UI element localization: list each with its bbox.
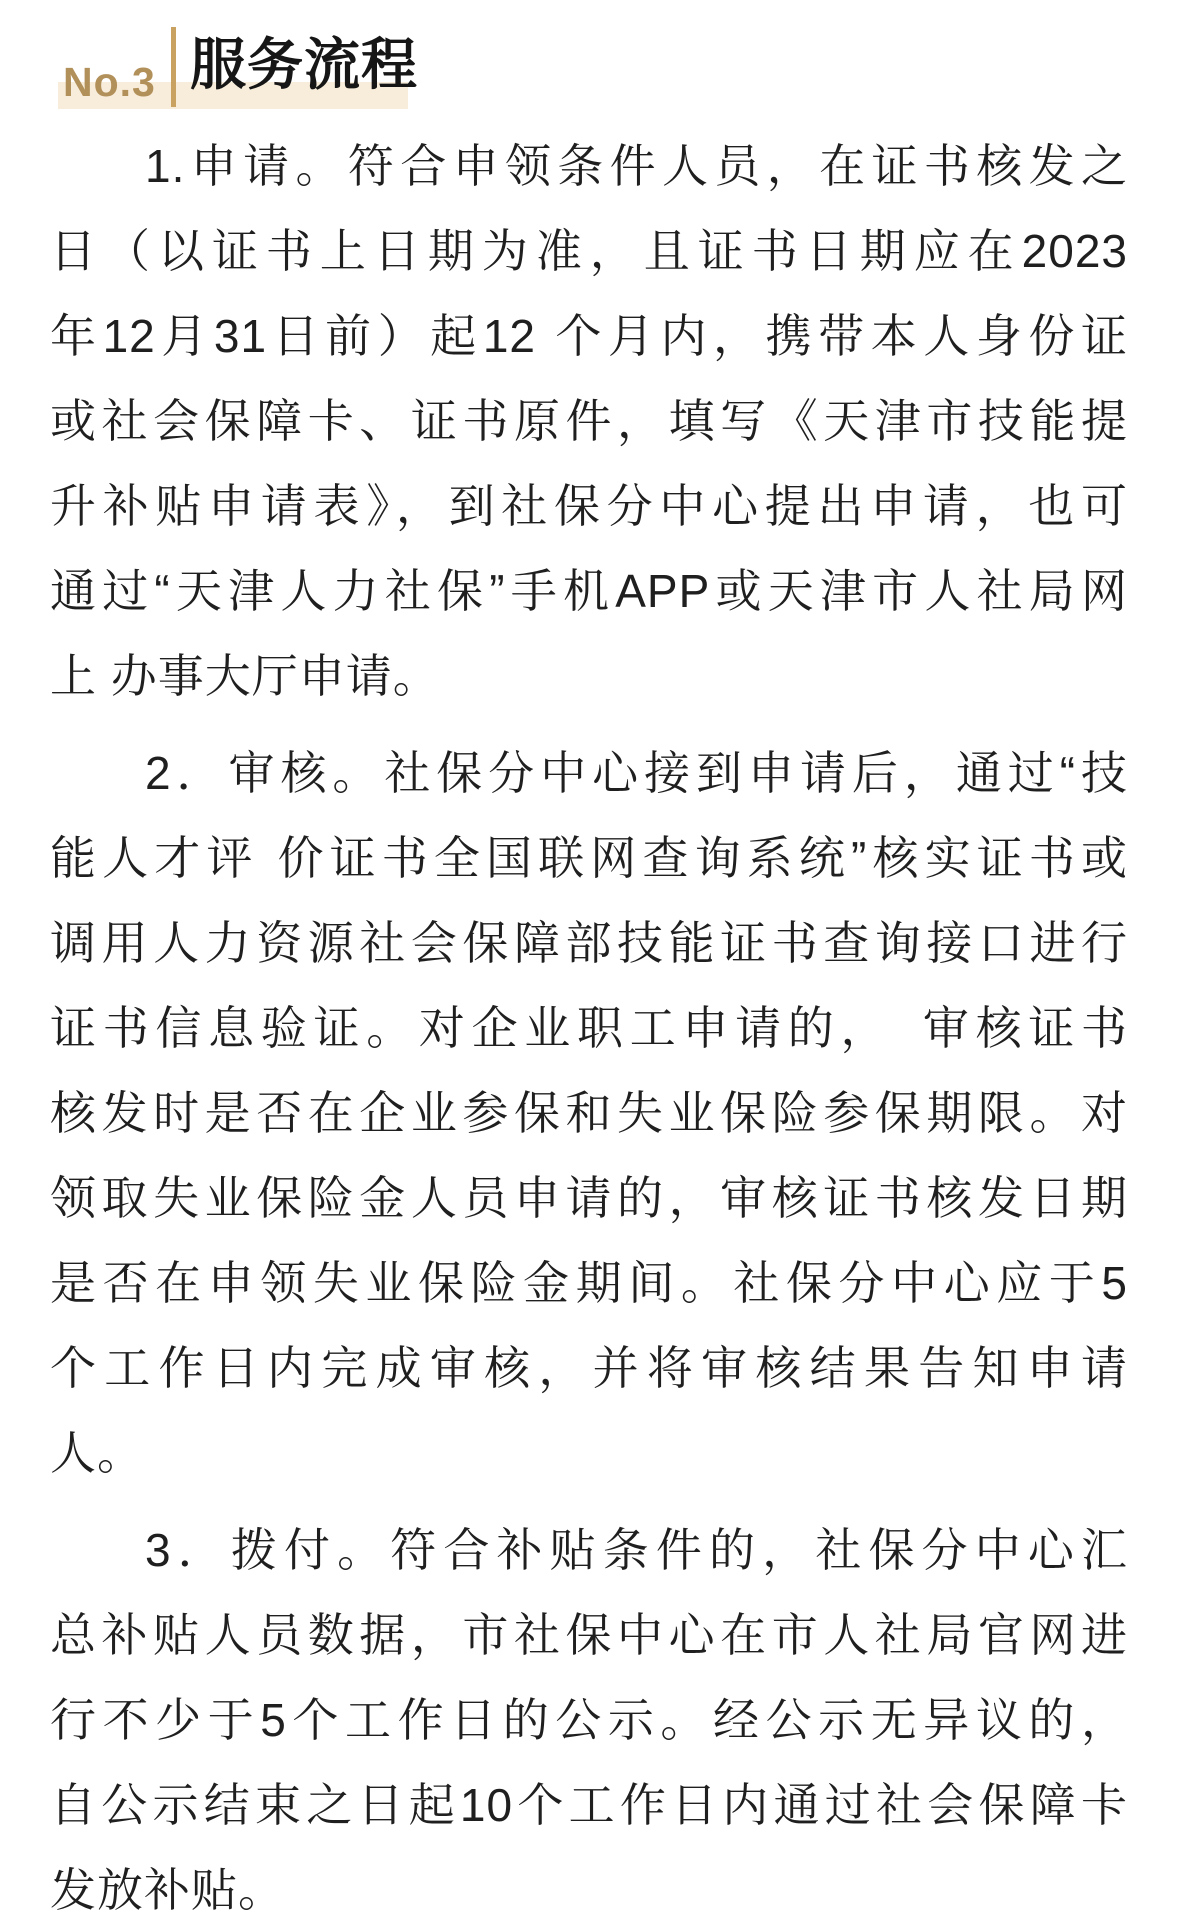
text-line: 发放补贴。 [50, 1864, 285, 1916]
text-line: 是否在申领失业保险金期间。社保分中心应于5 [50, 1257, 1128, 1309]
text-line: 或社会保障卡、证书原件，填写《天津市技能提 [50, 395, 1128, 447]
text-line: 日（以证书上日期为准，且证书日期应在2023 [50, 225, 1128, 277]
text-line: 通过“天津人力社保”手机APP或天津市人社局网 [50, 565, 1128, 617]
text-line: 总补贴人员数据，市社保中心在市人社局官网进 [50, 1609, 1128, 1661]
text-line: 能人才评 价证书全国联网查询系统”核实证书或 [50, 832, 1128, 884]
text-line: 升补贴申请表》，到社保分中心提出申请，也可 [50, 480, 1128, 532]
text-line: 核发时是否在企业参保和失业保险参保期限。对 [50, 1087, 1128, 1139]
paragraph-disbursement-step [50, 1508, 1128, 1932]
text-line: 调用人力资源社会保障部技能证书查询接口进行 [50, 917, 1128, 969]
text-line: 2．审核。社保分中心接到申请后，通过“技 [145, 747, 1128, 799]
text-line: 自公示结束之日起10个工作日内通过社会保障卡 [50, 1779, 1128, 1831]
text-line: 年12月31日前）起12 个月内，携带本人身份证 [50, 310, 1128, 362]
paragraph-application-step [50, 124, 1128, 719]
document-body [0, 112, 1179, 1932]
text-line: 3．拨付。符合补贴条件的，社保分中心汇 [145, 1524, 1128, 1576]
section-title: 服务流程 [190, 33, 418, 96]
text-line: 领取失业保险金人员申请的，审核证书核发日期 [50, 1172, 1128, 1224]
text-line: 上 办事大厅申请。 [50, 650, 440, 702]
header-divider-line [171, 27, 176, 107]
text-line: 1.申请。符合申领条件人员，在证书核发之 [145, 140, 1128, 192]
text-line: 个工作日内完成审核，并将审核结果告知申请 [50, 1342, 1128, 1394]
text-line: 行不少于5个工作日的公示。经公示无异议的， [50, 1694, 1128, 1746]
section-header [0, 0, 1179, 112]
text-line: 证书信息验证。对企业职工申请的， 审核证书 [50, 1002, 1128, 1054]
text-line: 人。 [50, 1427, 144, 1479]
paragraph-review-step [50, 731, 1128, 1496]
section-number: No.3 [63, 59, 156, 105]
